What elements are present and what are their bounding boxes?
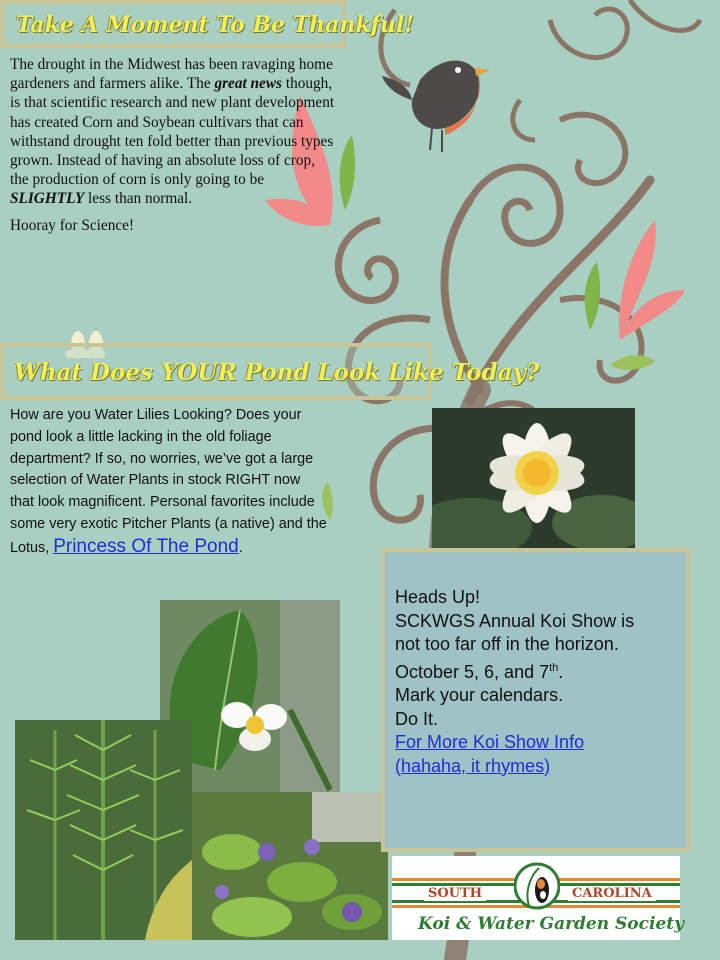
section-title-box-pond bbox=[0, 343, 540, 400]
drought-paragraph: The drought in the Midwest has been ravaging home gardeners and farmers alike. The great news though, is that scientific research and new plant development has created Corn and Soybean cultivars that can withstand drought ten fold better than previous types grown. Instead of having an absolute loss of crop, the production of corn is only going to be SLIGHTLY less than normal. bbox=[10, 56, 335, 208]
princess-of-the-pond-link[interactable]: Princess Of The Pond bbox=[53, 535, 239, 557]
logo-carolina: CAROLINA bbox=[568, 886, 656, 901]
horizon-line: not too far off in the horizon. bbox=[395, 634, 619, 654]
water-lily-photo bbox=[432, 408, 635, 548]
heads-up-line: Heads Up! bbox=[395, 587, 481, 607]
sckwgs-logo bbox=[392, 856, 684, 940]
pond-paragraph: How are you Water Lilies Looking? Does your pond look a little lacking in the old foliage department? If so, no worries, we’ve got a large selection of Water Plants in stock RIGHT now that look magnificent. Personal favorites include some very exotic Pitcher Plants (a native) and the Lotus, Princess Of The Pond. bbox=[10, 407, 327, 557]
section-title-thankful: Take A Moment To Be Thankful! bbox=[16, 12, 415, 38]
show-dates: October 5, 6, and 7th. bbox=[395, 661, 564, 682]
parrot-feather-plant-photo bbox=[15, 720, 192, 940]
hooray-line: Hooray for Science! bbox=[10, 216, 135, 234]
koi-show-line: SCKWGS Annual Koi Show is bbox=[395, 610, 635, 631]
calendar-line: Mark your calendars. bbox=[395, 685, 564, 705]
logo-south: SOUTH bbox=[424, 886, 486, 901]
koi-show-info-link[interactable]: For More Koi Show Info (hahaha, it rhymes) bbox=[395, 732, 585, 776]
logo-subtitle: Koi & Water Garden Society bbox=[418, 914, 684, 934]
koi-fish-icon bbox=[514, 860, 560, 912]
do-it-line: Do It. bbox=[395, 708, 439, 729]
drought-article bbox=[10, 55, 335, 242]
violet-flower-plant-photo bbox=[192, 792, 388, 940]
section-title-pond: What Does YOUR Pond Look Like Today? bbox=[14, 359, 540, 386]
section-title-box-thankful bbox=[0, 0, 415, 48]
koi-show-announcement bbox=[381, 548, 690, 852]
bird-icon bbox=[382, 61, 490, 152]
pond-article bbox=[10, 405, 328, 560]
